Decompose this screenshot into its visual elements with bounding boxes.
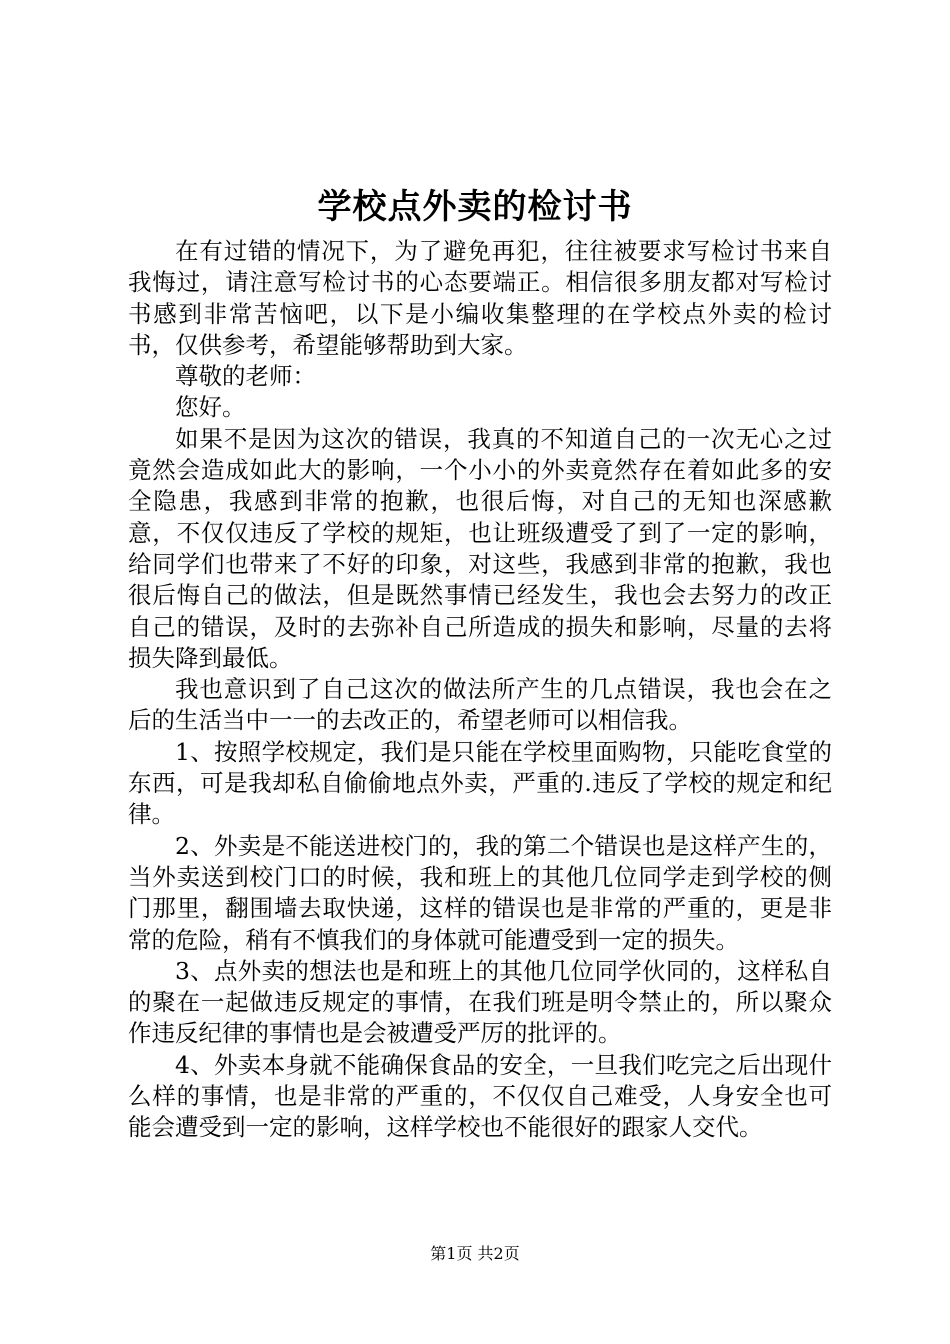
paragraph-point-3: 3、点外卖的想法也是和班上的其他几位同学伙同的，这样私自的聚在一起做违反规定的事情，在我们班是明令禁止的，所以聚众作违反纪律的事情也是会被遭受严厉的批评的。 (128, 956, 832, 1048)
paragraph-greeting: 您好。 (175, 393, 246, 422)
paragraph-point-4: 4、外卖本身就不能确保食品的安全，一旦我们吃完之后出现什么样的事情，也是非常的严重的，不仅仅自己难受，人身安全也可能会遭受到一定的影响，这样学校也不能很好的跟家人交代。 (128, 1050, 832, 1142)
page-number-footer: 第1页 共2页 (430, 1244, 520, 1263)
document-body (128, 236, 832, 1144)
paragraph-intro: 在有过错的情况下，为了避免再犯，往往被要求写检讨书来自我悔过，请注意写检讨书的心态要端正。相信很多朋友都对写检讨书感到非常苦恼吧，以下是小编收集整理的在学校点外卖的检讨书，仅供参考，希望能够帮助到大家。 (128, 237, 832, 359)
document-title: 学校点外卖的检讨书 (317, 187, 633, 227)
paragraph-apology: 如果不是因为这次的错误，我真的不知道自己的一次无心之过竟然会造成如此大的影响，一个小小的外卖竟然存在着如此多的安全隐患，我感到非常的抱歉，也很后悔，对自己的无知也深感歉意，不仅仅违反了学校的规矩，也让班级遭受了到了一定的影响，给同学们也带来了不好的印象，对这些，我感到非常的抱歉，我也很后悔自己的做法，但是既然事情已经发生，我也会去努力的改正自己的错误，及时的去弥补自己所造成的损失和影响，尽量的去将损失降到最低。 (128, 424, 832, 672)
paragraph-realization: 我也意识到了自己这次的做法所产生的几点错误，我也会在之后的生活当中一一的去改正的，希望老师可以相信我。 (128, 675, 832, 735)
paragraph-point-2: 2、外卖是不能送进校门的，我的第二个错误也是这样产生的，当外卖送到校门口的时候，我和班上的其他几位同学走到学校的侧门那里，翻围墙去取快递，这样的错误也是非常的严重的，更是非常的危险，稍有不慎我们的身体就可能遭受到一定的损失。 (128, 831, 832, 954)
paragraph-salutation: 尊敬的老师： (175, 362, 316, 391)
paragraph-point-1: 1、按照学校规定，我们是只能在学校里面购物，只能吃食堂的东西，可是我却私自偷偷地点外卖，严重的.违反了学校的规定和纪律。 (128, 737, 832, 829)
